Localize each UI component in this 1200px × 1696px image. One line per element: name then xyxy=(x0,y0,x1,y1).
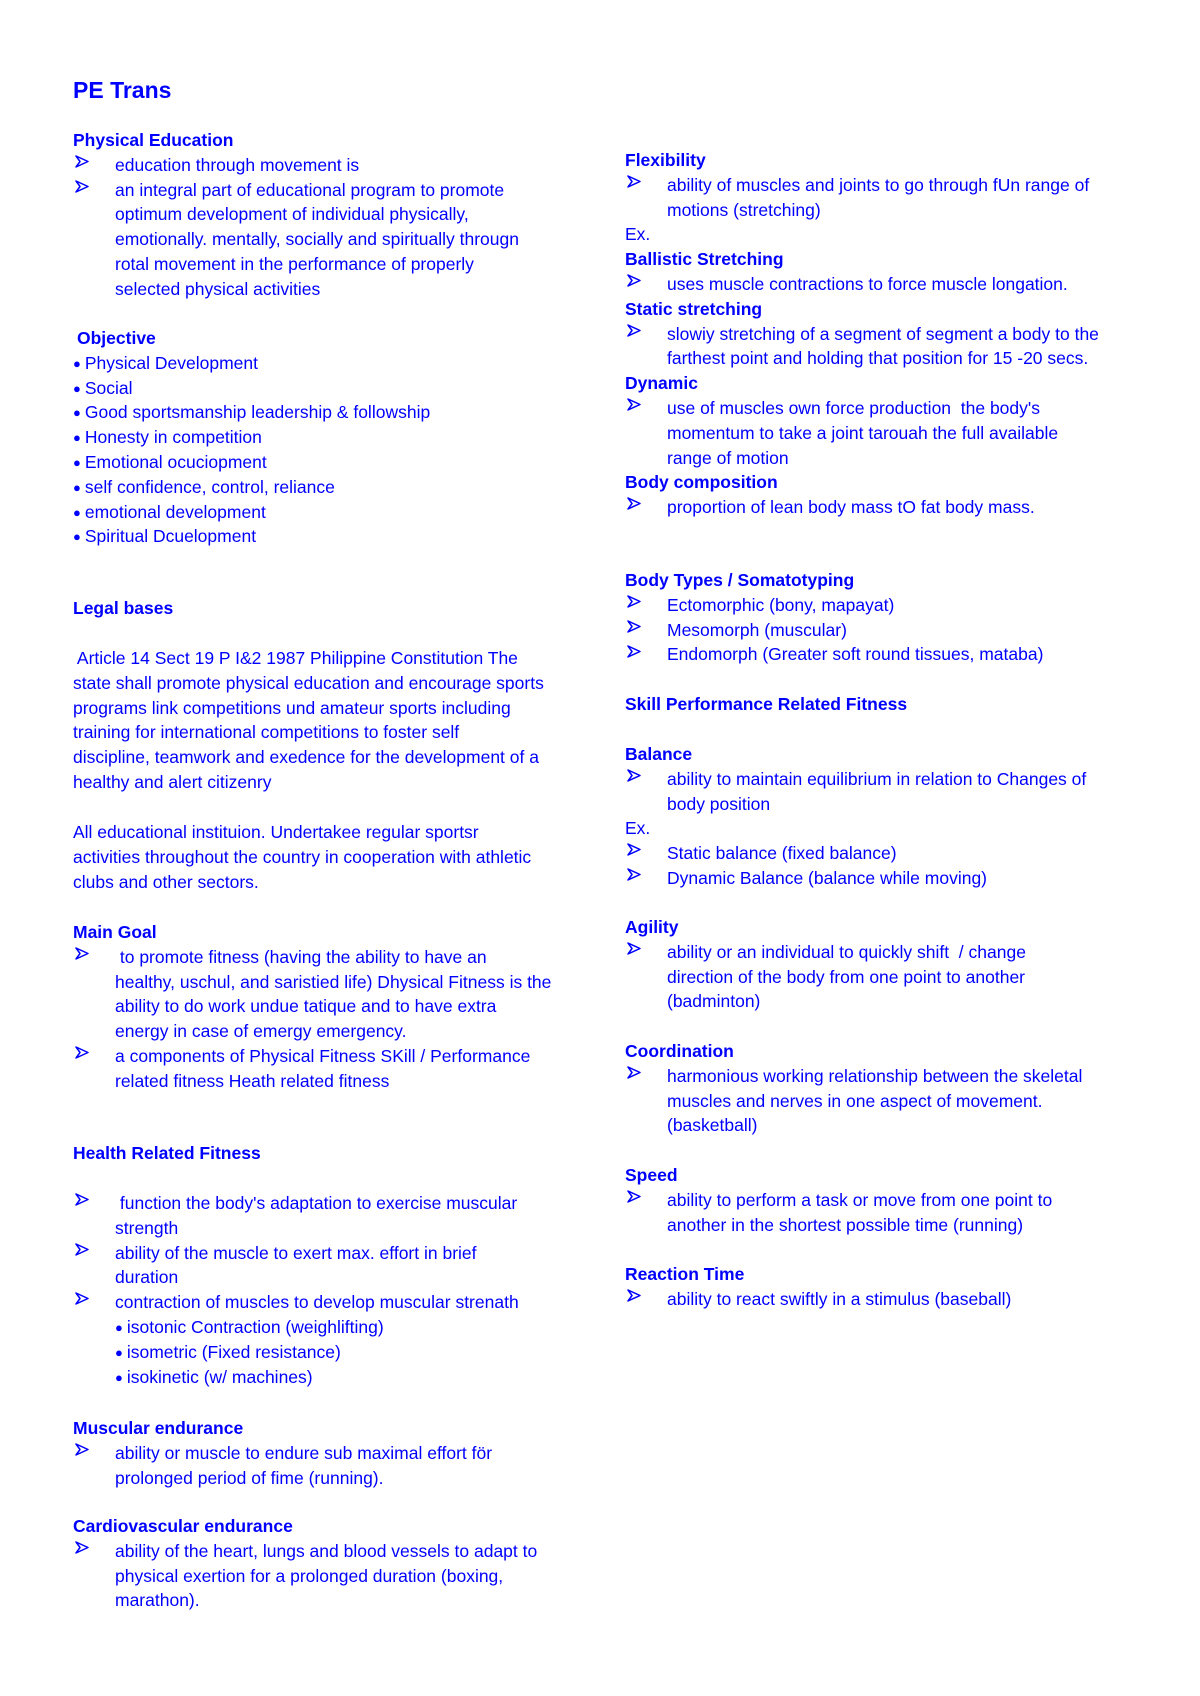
arrow-bullet-icon xyxy=(75,945,89,963)
bullet-text xyxy=(625,495,1145,520)
text-line: Static balance (fixed balance) xyxy=(667,843,897,864)
text-line: energy in case of emergy emergency. xyxy=(115,1021,407,1042)
arrow-bullet-icon xyxy=(627,272,641,290)
text-line: discipline, teamwork and exedence for the development of a xyxy=(73,747,539,768)
section-main-goal xyxy=(73,920,593,1094)
text-line: strength xyxy=(115,1217,179,1238)
section-skill-performance xyxy=(625,692,1145,717)
arrow-bullet-icon xyxy=(627,396,641,414)
bullet-text xyxy=(625,866,1145,891)
legal-bases-paragraph-2 xyxy=(73,820,593,894)
bullet-text xyxy=(73,1241,593,1291)
bullet-item xyxy=(73,945,593,1044)
section-objective xyxy=(73,326,593,549)
bullet-text xyxy=(73,1290,593,1389)
dot-bullet-icon: ● xyxy=(73,479,81,495)
section-heading: Skill Performance Related Fitness xyxy=(625,694,908,714)
text-line: harmonious working relationship between the skeletal xyxy=(667,1065,1083,1086)
bullet-item xyxy=(73,1539,593,1613)
section-heading: Health Related Fitness xyxy=(73,1143,261,1163)
dot-item-text: self confidence, control, reliance xyxy=(84,476,335,497)
bullet-item xyxy=(625,1064,1145,1138)
arrow-bullet-icon xyxy=(627,593,641,611)
bullet-item xyxy=(73,1241,593,1291)
section-heading: Body Types / Somatotyping xyxy=(625,570,855,590)
text-line: contraction of muscles to develop muscular strenath xyxy=(115,1292,519,1313)
text-line: uses muscle contractions to force muscle longation. xyxy=(667,273,1068,294)
legal-bases-paragraph-1 xyxy=(73,646,593,795)
page-title: PE Trans xyxy=(73,77,172,103)
text-line: Ectomorphic (bony, mapayat) xyxy=(667,594,895,615)
dot-item xyxy=(73,376,593,401)
arrow-bullet-icon xyxy=(75,1290,89,1308)
section-heading: Balance xyxy=(625,744,693,764)
arrow-bullet-icon xyxy=(627,495,641,513)
bullet-item xyxy=(73,1044,593,1094)
text-line: (basketball) xyxy=(667,1115,758,1136)
arrow-bullet-icon xyxy=(75,1191,89,1209)
text-line: ability of the heart, lungs and blood vessels to adapt to xyxy=(115,1540,538,1561)
arrow-bullet-icon xyxy=(75,178,89,196)
section-health-related-fitness xyxy=(73,1141,593,1166)
arrow-bullet-icon xyxy=(75,1539,89,1557)
section-legal-bases xyxy=(73,596,593,621)
text-line: momentum to take a joint tarouah the full available xyxy=(667,422,1059,443)
text-line: emotionally. mentally, socially and spiritually throuɡn xyxy=(115,229,519,250)
text-line: Dynamic Balance (balance while moving) xyxy=(667,867,988,888)
section-heading: Static stretching xyxy=(625,298,763,319)
section-heading: Ballistic Stretching xyxy=(625,249,784,270)
section-heading: Main Goal xyxy=(73,922,157,942)
text-line: proportion of lean body mass tO fat body mass. xyxy=(667,497,1035,518)
arrow-bullet-icon xyxy=(627,841,641,859)
text-line: healthy and alert citizenry xyxy=(73,771,272,792)
bullet-text xyxy=(625,767,1145,817)
section-heading: Agility xyxy=(625,917,679,937)
bullet-item xyxy=(625,1287,1145,1312)
bullet-item xyxy=(625,322,1145,372)
bullet-item xyxy=(625,396,1145,470)
dot-bullet-icon: ● xyxy=(73,380,81,396)
arrow-bullet-icon xyxy=(627,767,641,785)
health-related-list xyxy=(73,1191,593,1389)
section-heading: Flexibility xyxy=(625,150,706,170)
text-line: ability of the muscle to exert max. effort in brief xyxy=(115,1242,477,1263)
bullet-item xyxy=(625,618,1145,643)
text-line: rotal movement in the performance of properly xyxy=(115,253,474,274)
section-balance xyxy=(625,742,1145,891)
section-heading: Body composition xyxy=(625,472,778,493)
arrow-bullet-icon xyxy=(627,1188,641,1206)
arrow-bullet-icon xyxy=(627,940,641,958)
bullet-text xyxy=(625,173,1145,223)
bullet-text xyxy=(625,841,1145,866)
section-heading: Muscular endurance xyxy=(73,1418,244,1438)
bullet-text xyxy=(73,178,593,302)
section-heading: Reaction Time xyxy=(625,1264,745,1284)
text-line: an integral part of educational program to promote xyxy=(115,179,505,200)
section-heading: Physical Education xyxy=(73,130,234,150)
bullet-text xyxy=(73,153,593,178)
dot-bullet-icon: ● xyxy=(115,1369,123,1385)
section-speed xyxy=(625,1163,1145,1237)
section-heading: Objective xyxy=(77,328,156,348)
sub-dot-text: isotonic Contraction (weighlifting) xyxy=(126,1316,384,1337)
text-line: range of motion xyxy=(667,447,789,468)
text-line: duration xyxy=(115,1267,179,1288)
bullet-text xyxy=(625,618,1145,643)
bullet-item xyxy=(73,1290,593,1389)
bullet-item xyxy=(625,173,1145,223)
text-line: education through movement is xyxy=(115,154,360,175)
text-line: All educational instituion. Undertakee regular sportsr xyxy=(73,822,479,842)
bullet-item xyxy=(625,866,1145,891)
sub-dot-item xyxy=(115,1315,593,1340)
text-line: slowiy stretching of a segment of segment a body to the xyxy=(667,323,1099,344)
bullet-text xyxy=(625,1287,1145,1312)
dot-bullet-icon: ● xyxy=(73,454,81,470)
bullet-item xyxy=(625,767,1145,817)
bullet-item xyxy=(73,1441,593,1491)
dot-item xyxy=(73,400,593,425)
sub-dot-item xyxy=(115,1365,593,1390)
bullet-item xyxy=(625,495,1145,520)
arrow-bullet-icon xyxy=(627,642,641,660)
dot-item xyxy=(73,475,593,500)
dot-bullet-icon: ● xyxy=(73,355,81,371)
arrow-bullet-icon xyxy=(75,1044,89,1062)
bullet-text xyxy=(625,642,1145,667)
text-line: physical exertion for a prolonged duration (boxing, xyxy=(115,1565,504,1586)
text-line: related fitness Heath related fitness xyxy=(115,1070,390,1091)
dot-item xyxy=(73,500,593,525)
dot-bullet-icon: ● xyxy=(73,430,81,446)
dot-bullet-icon: ● xyxy=(73,405,81,421)
text-line: clubs and other sectors. xyxy=(73,871,259,892)
text-line: (badminton) xyxy=(667,991,761,1012)
section-heading: Coordination xyxy=(625,1041,734,1061)
arrow-bullet-icon xyxy=(75,153,89,171)
text-line: ability to maintain equilibrium in relation to Changes of xyxy=(667,768,1087,789)
bullet-item xyxy=(73,178,593,302)
dot-item-text: Physical Development xyxy=(84,352,258,373)
bullet-item xyxy=(625,841,1145,866)
text-line: use of muscles own force production the body's xyxy=(667,397,1040,418)
arrow-bullet-icon xyxy=(627,173,641,191)
text-line: programs link competitions und amateur sports including xyxy=(73,697,511,718)
arrow-bullet-icon xyxy=(627,1287,641,1305)
text-line: selected physical activities xyxy=(115,278,321,299)
bullet-item xyxy=(625,272,1145,297)
dot-item-text: Honesty in competition xyxy=(84,427,262,448)
text-line: optimum development of individual physically, xyxy=(115,204,469,225)
arrow-bullet-icon xyxy=(75,1441,89,1459)
text-line: ability to do work undue tatique and to have extra xyxy=(115,996,497,1017)
dot-item-text: Spiritual Dcuelopment xyxy=(84,526,257,547)
text-line: to promote fitness (having the ability to have an xyxy=(115,946,487,967)
example-label: Ex. xyxy=(625,224,651,245)
text-line: activities throughout the country in cooperation with athletic xyxy=(73,846,532,867)
section-heading: Dynamic xyxy=(625,373,698,394)
dot-item xyxy=(73,425,593,450)
arrow-bullet-icon xyxy=(75,1241,89,1259)
text-line: Mesomorph (muscular) xyxy=(667,619,847,640)
text-line: ability to perform a task or move from one point to xyxy=(667,1189,1053,1210)
section-cardiovascular-endurance xyxy=(73,1514,593,1613)
section-heading: Cardiovascular endurance xyxy=(73,1516,293,1536)
dot-item-text: Social xyxy=(84,377,133,398)
arrow-bullet-icon xyxy=(627,618,641,636)
text-line: ability or an individual to quickly shift / change xyxy=(667,941,1026,962)
text-line: training for international competitions to foster self xyxy=(73,722,460,743)
bullet-item xyxy=(625,642,1145,667)
text-line: another in the shortest possible time (running) xyxy=(667,1214,1024,1235)
sub-dot-item xyxy=(115,1340,593,1365)
arrow-bullet-icon xyxy=(627,866,641,884)
text-line: healthy, uschul, and saristied life) Dhysical Fitness is the xyxy=(115,971,552,992)
arrow-bullet-icon xyxy=(627,1064,641,1082)
section-physical-education xyxy=(73,128,593,302)
example-label: Ex. xyxy=(625,818,651,839)
text-line: farthest point and holding that position for 15 -20 secs. xyxy=(667,348,1089,369)
dot-bullet-icon: ● xyxy=(73,504,81,520)
text-line: function the body's adaptation to exercise muscular xyxy=(115,1193,518,1213)
bullet-text xyxy=(625,940,1145,1014)
text-line: a components of Physical Fitness SKill / Performance xyxy=(115,1045,531,1066)
dot-bullet-icon: ● xyxy=(115,1344,123,1360)
text-line: motions (stretching) xyxy=(667,199,821,220)
text-line: ability or muscle to endure sub maximal effort för xyxy=(115,1442,493,1463)
section-heading: Speed xyxy=(625,1165,678,1185)
bullet-item xyxy=(73,153,593,178)
text-line: muscles and nerves in one aspect of movement. xyxy=(667,1090,1043,1111)
text-line: ability to react swiftly in a stimulus (baseball) xyxy=(667,1288,1012,1309)
dot-item-text: Emotional ocuciopment xyxy=(84,451,267,472)
bullet-item xyxy=(73,1191,593,1241)
dot-bullet-icon: ● xyxy=(73,529,81,545)
bullet-text xyxy=(73,1539,593,1613)
section-body-types xyxy=(625,568,1145,667)
bullet-item xyxy=(625,1188,1145,1238)
dot-bullet-icon: ● xyxy=(115,1319,123,1335)
section-heading: Legal bases xyxy=(73,598,174,618)
bullet-text xyxy=(73,1191,593,1241)
text-line: state shall promote physical education and encourage sports xyxy=(73,672,544,693)
bullet-text xyxy=(625,272,1145,297)
arrow-bullet-icon xyxy=(627,322,641,340)
bullet-text xyxy=(625,1064,1145,1138)
sub-dot-text: isokinetic (w/ machines) xyxy=(126,1366,313,1387)
bullet-text xyxy=(625,322,1145,372)
bullet-item xyxy=(625,593,1145,618)
text-line: body position xyxy=(667,793,771,814)
text-line: Article 14 Sect 19 P I&2 1987 Philippine Constitution The xyxy=(73,648,518,668)
sub-dot-text: isometric (Fixed resistance) xyxy=(126,1341,341,1362)
text-line: prolonged period of fime (running). xyxy=(115,1467,384,1488)
text-line: Endomorph (Greater soft round tissues, mataba) xyxy=(667,644,1044,665)
dot-item xyxy=(73,524,593,549)
bullet-text xyxy=(73,945,593,1044)
bullet-item xyxy=(625,940,1145,1014)
text-line: marathon). xyxy=(115,1590,200,1611)
bullet-text xyxy=(625,1188,1145,1238)
bullet-text xyxy=(73,1441,593,1491)
section-agility xyxy=(625,915,1145,1014)
dot-item-text: emotional development xyxy=(84,501,266,522)
dot-item xyxy=(73,351,593,376)
section-coordination xyxy=(625,1039,1145,1138)
text-line: ability of muscles and joints to go through fUn range of xyxy=(667,174,1090,195)
section-reaction-time xyxy=(625,1262,1145,1312)
text-line: direction of the body from one point to another xyxy=(667,966,1026,987)
dot-item-text: Good sportsmanship leadership & followship xyxy=(84,402,431,423)
section-muscular-endurance xyxy=(73,1416,593,1490)
dot-item xyxy=(73,450,593,475)
bullet-text xyxy=(625,593,1145,618)
bullet-text xyxy=(625,396,1145,470)
section-flexibility xyxy=(625,148,1145,520)
bullet-text xyxy=(73,1044,593,1094)
